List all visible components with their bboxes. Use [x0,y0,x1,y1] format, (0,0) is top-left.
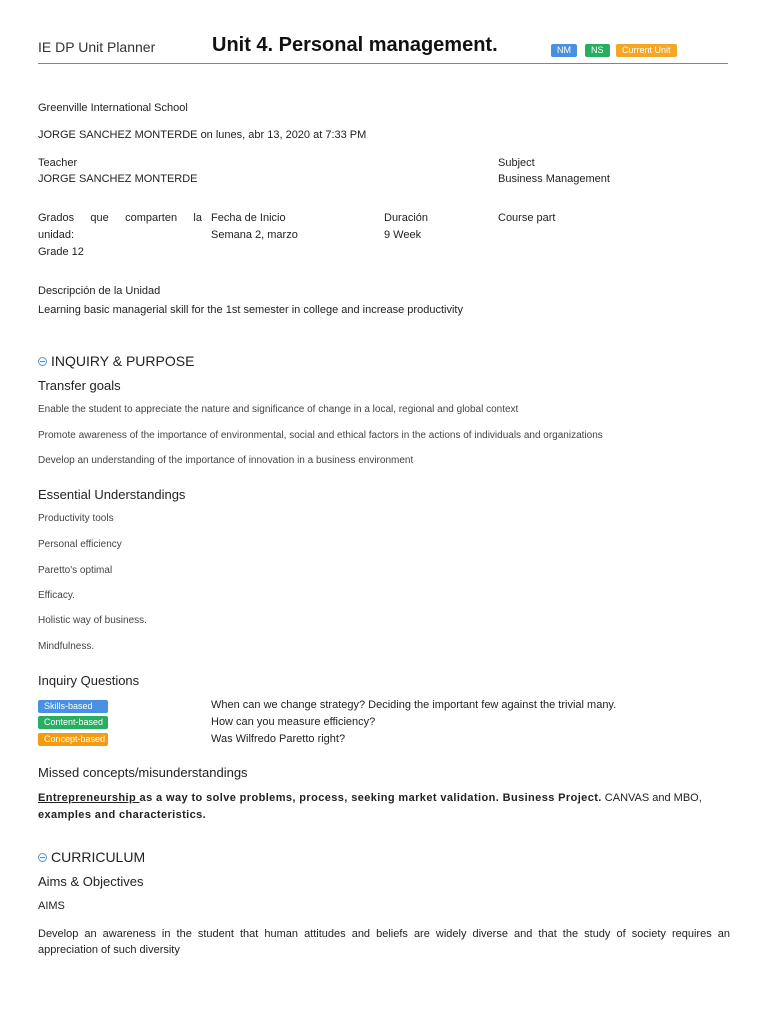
curriculum-heading-text: CURRICULUM [51,849,146,865]
subject-label: Subject [498,157,535,169]
inquiry-questions-heading: Inquiry Questions [38,673,140,688]
badge-current-unit: Current Unit [616,44,677,57]
start-value: Semana 2, marzo [211,229,298,241]
description-label: Descripción de la Unidad [38,285,161,297]
understanding-item: Holistic way of business. [38,615,147,626]
badge-nm: NM [551,44,577,57]
inquiry-heading-text: INQUIRY & PURPOSE [51,353,195,369]
header-divider [38,63,728,64]
missed-concepts-heading: Missed concepts/misunderstandings [38,765,248,780]
understanding-item: Personal efficiency [38,539,122,550]
curriculum-heading [38,849,145,865]
inquiry-heading [38,353,194,369]
tag-concept-based: Concept-based [38,733,108,746]
inquiry-question: When can we change strategy? Deciding the important few against the trivial many. [211,699,617,711]
entrepreneurship-term: Entrepreneurship [38,792,140,804]
grades-label: Grados que comparten la [38,212,202,224]
aims-text: Develop an awareness in the student that human attitudes and beliefs are widely diverse and that the study of society requires an appreciation of such diversity [38,928,730,956]
description-value: Learning basic managerial skill for the 1st semester in college and increase productivity [38,304,463,316]
transfer-goal-item: Promote awareness of the importance of environmental, social and ethical factors in the actions of individuals and organizations [38,430,603,441]
aims-objectives-heading: Aims & Objectives [38,874,144,889]
understanding-item: Paretto's optimal [38,565,113,576]
understanding-item: Productivity tools [38,513,114,524]
inquiry-question: How can you measure efficiency? [211,716,376,728]
missed-bold-2: examples and characteristics. [38,809,207,821]
transfer-goal-item: Enable the student to appreciate the nature and significance of change in a local, regional and global context [38,404,519,415]
teacher-label: Teacher [38,157,78,169]
essential-understandings-heading: Essential Understandings [38,487,186,502]
aims-label: AIMS [38,900,65,912]
duration-value: 9 Week [384,229,422,241]
subject-value: Business Management [498,173,610,185]
course-part-label: Course part [498,212,556,224]
start-label: Fecha de Inicio [211,212,286,224]
missed-bold-1: as a way to solve problems, process, seeking market validation. Business Project. [139,792,602,804]
inquiry-question: Was Wilfredo Paretto right? [211,733,346,745]
unit-title: Unit 4. Personal management. [212,34,498,56]
grades-label-cont: unidad: [38,229,75,241]
understanding-item: Mindfulness. [38,641,95,652]
section-circle-icon [38,853,47,862]
missed-concepts-text [38,790,730,824]
tag-skills-based: Skills-based [38,700,108,713]
tag-content-based: Content-based [38,716,108,729]
transfer-goals-heading: Transfer goals [38,378,121,393]
badge-ns: NS [585,44,610,57]
planner-label: IE DP Unit Planner [38,39,156,55]
author-line: JORGE SANCHEZ MONTERDE on lunes, abr 13, 2020 at 7:33 PM [38,129,367,141]
teacher-value: JORGE SANCHEZ MONTERDE [38,173,198,185]
duration-label: Duración [384,212,429,224]
school-name: Greenville International School [38,102,188,114]
missed-plain: CANVAS and MBO, [601,792,702,804]
section-circle-icon [38,357,47,366]
transfer-goal-item: Develop an understanding of the importance of innovation in a business environment [38,455,414,466]
understanding-item: Efficacy. [38,590,75,601]
grades-value: Grade 12 [38,246,84,258]
